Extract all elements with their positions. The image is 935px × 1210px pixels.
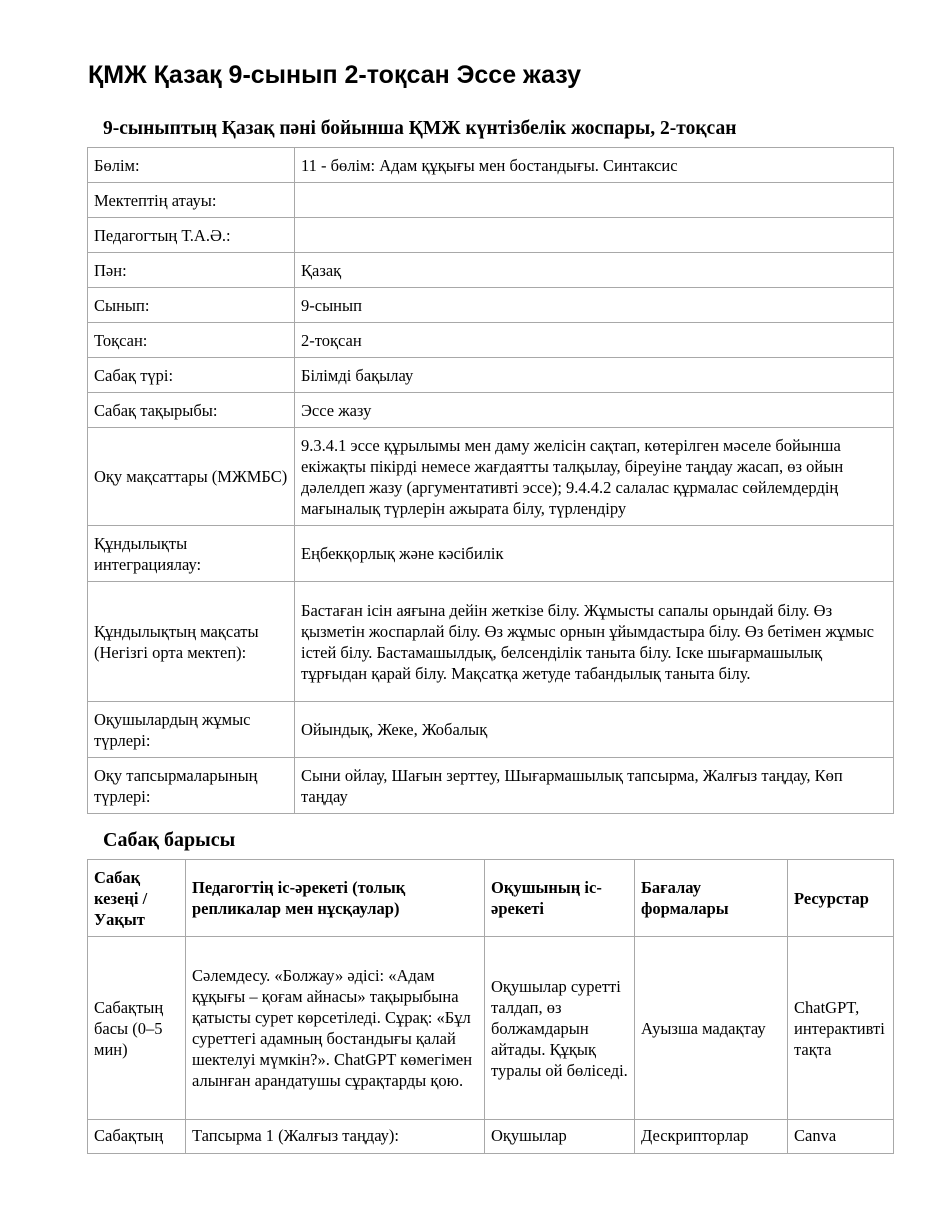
teacher-activity: Сәлемдесу. «Болжау» әдісі: «Адам құқығы – қоғам айнасы» тақырыбына қатысты сурет көрсетіледі. Сұрақ: «Бұл суреттегі адамның бостандығы қалай шектелуі мүмкін?». ChatGPT көмегімен алынған арандатушы сұрақтарды қою. xyxy=(186,937,485,1120)
info-label: Оқушылардың жұмыс түрлері: xyxy=(88,702,295,758)
header-teacher-activity: Педагогтің іс-әрекеті (толық репликалар мен нұсқаулар) xyxy=(186,860,485,937)
info-row-lesson-topic xyxy=(88,393,894,428)
info-label: Оқу мақсаттары (МЖМБС) xyxy=(88,428,295,526)
lesson-row-start xyxy=(88,937,894,1120)
lesson-section-title: Сабақ барысы xyxy=(103,829,236,851)
info-value xyxy=(295,218,894,253)
info-label: Сынып: xyxy=(88,288,295,323)
info-value: 9.3.4.1 эссе құрылымы мен даму желісін сақтап, көтерілген мәселе бойынша екіжақты пікірді немесе жағдаятты талқылау, біреуіне таңдау жасап, өз ойын дәлелдеп жазу (аргументативті эссе); 9.4.4.2 салалас құрмалас сөйлемдердің мағыналық түрлерін ажырата білу, түрлендіру xyxy=(295,428,894,526)
info-label: Педагогтың Т.А.Ә.: xyxy=(88,218,295,253)
info-row-learning-objectives xyxy=(88,428,894,526)
info-row-task-types xyxy=(88,758,894,814)
info-row-value-integration xyxy=(88,526,894,582)
info-value: Бастаған ісін аяғына дейін жеткізе білу. Жұмысты сапалы орындай білу. Өз қызметін жоспарлай білу. Өз жұмыс орнын ұйымдастыра білу. Өз бетімен жұмыс істей білу. Бастамашылдық, белсенділік таныта білу. Іске шығармашылық тұрғыдан қарай білу. Мақсатқа жетуде табандылық таныта білу. xyxy=(295,582,894,702)
resources: Canva xyxy=(788,1120,894,1154)
lesson-progress-table xyxy=(87,859,894,1154)
lesson-stage: Сабақтың басы (0–5 мин) xyxy=(88,937,186,1120)
plan-subtitle: 9-сыныптың Қазақ пәні бойынша ҚМЖ күнтізбелік жоспары, 2-тоқсан xyxy=(103,118,737,139)
info-row-value-goal xyxy=(88,582,894,702)
info-label: Оқу тапсырмаларының түрлері: xyxy=(88,758,295,814)
assessment-form: Ауызша мадақтау xyxy=(635,937,788,1120)
info-label: Тоқсан: xyxy=(88,323,295,358)
info-label: Сабақ тақырыбы: xyxy=(88,393,295,428)
lesson-header-row xyxy=(88,860,894,937)
document-title: ҚМЖ Қазақ 9-сынып 2-тоқсан Эссе жазу xyxy=(88,61,582,89)
info-value: Білімді бақылау xyxy=(295,358,894,393)
info-row-lesson-type xyxy=(88,358,894,393)
resources: ChatGPT, интерактивті тақта xyxy=(788,937,894,1120)
info-value: 11 - бөлім: Адам құқығы мен бостандығы. Синтаксис xyxy=(295,148,894,183)
lesson-row-middle xyxy=(88,1120,894,1154)
info-row-section xyxy=(88,148,894,183)
teacher-activity: Тапсырма 1 (Жалғыз таңдау): xyxy=(186,1120,485,1154)
info-value: Қазақ xyxy=(295,253,894,288)
info-label: Бөлім: xyxy=(88,148,295,183)
info-row-school xyxy=(88,183,894,218)
info-value: 2-тоқсан xyxy=(295,323,894,358)
info-label: Сабақ түрі: xyxy=(88,358,295,393)
info-value: Сыни ойлау, Шағын зерттеу, Шығармашылық тапсырма, Жалғыз таңдау, Көп таңдау xyxy=(295,758,894,814)
student-activity: Оқушылар xyxy=(485,1120,635,1154)
info-label: Мектептің атауы: xyxy=(88,183,295,218)
info-value: Эссе жазу xyxy=(295,393,894,428)
info-value: Ойындық, Жеке, Жобалық xyxy=(295,702,894,758)
lesson-info-table xyxy=(87,147,894,814)
info-value xyxy=(295,183,894,218)
info-value: Еңбекқорлық және кәсібилік xyxy=(295,526,894,582)
info-label: Құндылықты интеграциялау: xyxy=(88,526,295,582)
student-activity: Оқушылар суретті талдап, өз болжамдарын айтады. Құқық туралы ой бөліседі. xyxy=(485,937,635,1120)
info-row-quarter xyxy=(88,323,894,358)
info-row-teacher xyxy=(88,218,894,253)
header-stage-time: Сабақ кезеңі / Уақыт xyxy=(88,860,186,937)
info-label: Пән: xyxy=(88,253,295,288)
info-row-subject xyxy=(88,253,894,288)
lesson-stage: Сабақтың xyxy=(88,1120,186,1154)
info-value: 9-сынып xyxy=(295,288,894,323)
header-student-activity: Оқушының іс-әрекеті xyxy=(485,860,635,937)
info-row-work-types xyxy=(88,702,894,758)
header-assessment: Бағалау формалары xyxy=(635,860,788,937)
header-resources: Ресурстар xyxy=(788,860,894,937)
assessment-form: Дескрипторлар xyxy=(635,1120,788,1154)
info-label: Құндылықтың мақсаты (Негізгі орта мектеп): xyxy=(88,582,295,702)
info-row-grade xyxy=(88,288,894,323)
